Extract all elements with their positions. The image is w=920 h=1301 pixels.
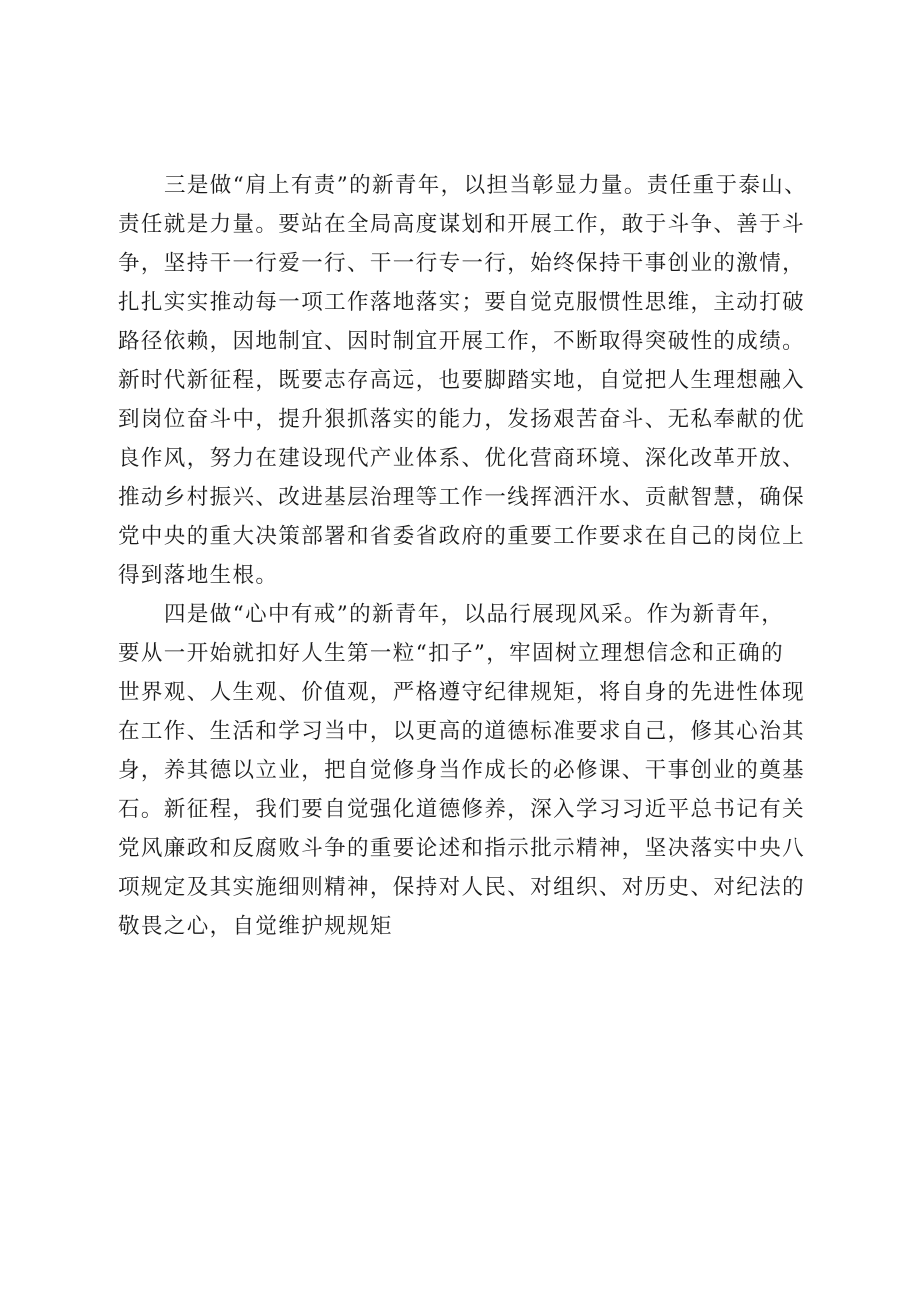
paragraph-line: 到岗位奋斗中，提升狠抓落实的能力，发扬艰苦奋斗、无私奉献的优: [118, 407, 806, 432]
paragraph-line: 得到落地生根。: [118, 563, 279, 588]
paragraph-line: 三是做“肩上有责”的新青年，以担当彰显力量。责任重于泰山、: [164, 173, 808, 198]
paragraph-line: 争，坚持干一行爱一行、干一行专一行，始终保持干事创业的激情，: [118, 251, 806, 276]
paragraph-line: 良作风，努力在建设现代产业体系、优化营商环境、深化改革开放、: [118, 446, 806, 471]
paragraph-2: [118, 595, 818, 946]
paragraph-line: 项规定及其实施细则精神，保持对人民、对组织、对历史、对纪法的: [118, 875, 806, 900]
paragraph-1: [118, 166, 818, 595]
paragraph-line: 党中央的重大决策部署和省委省政府的重要工作要求在自己的岗位上: [118, 524, 806, 549]
paragraph-line: 石。新征程，我们要自觉强化道德修养，深入学习习近平总书记有关: [118, 797, 806, 822]
paragraph-line: 四是做“心中有戒”的新青年，以品行展现风采。作为新青年，: [164, 602, 785, 627]
paragraph-line: 扎扎实实推动每一项工作落地落实；要自觉克服惯性思维，主动打破: [118, 290, 806, 315]
paragraph-line: 要从一开始就扣好人生第一粒“扣子”，牢固树立理想信念和正确的: [118, 641, 784, 666]
paragraph-line: 身，养其德以立业，把自觉修身当作成长的必修课、干事创业的奠基: [118, 758, 806, 783]
document-body: [118, 166, 818, 946]
paragraph-line: 党风廉政和反腐败斗争的重要论述和指示批示精神，坚决落实中央八: [118, 836, 806, 861]
paragraph-line: 在工作、生活和学习当中，以更高的道德标准要求自己，修其心治其: [118, 719, 806, 744]
paragraph-line: 推动乡村振兴、改进基层治理等工作一线挥洒汗水、贡献智慧，确保: [118, 485, 806, 510]
paragraph-line: 世界观、人生观、价值观，严格遵守纪律规矩，将自身的先进性体现: [118, 680, 806, 705]
paragraph-line: 责任就是力量。要站在全局高度谋划和开展工作，敢于斗争、善于斗: [118, 212, 806, 237]
paragraph-line: 新时代新征程，既要志存高远，也要脚踏实地，自觉把人生理想融入: [118, 368, 806, 393]
paragraph-line: 路径依赖，因地制宜、因时制宜开展工作，不断取得突破性的成绩。: [118, 329, 806, 354]
paragraph-line: 敬畏之心，自觉维护规规矩: [118, 914, 393, 939]
